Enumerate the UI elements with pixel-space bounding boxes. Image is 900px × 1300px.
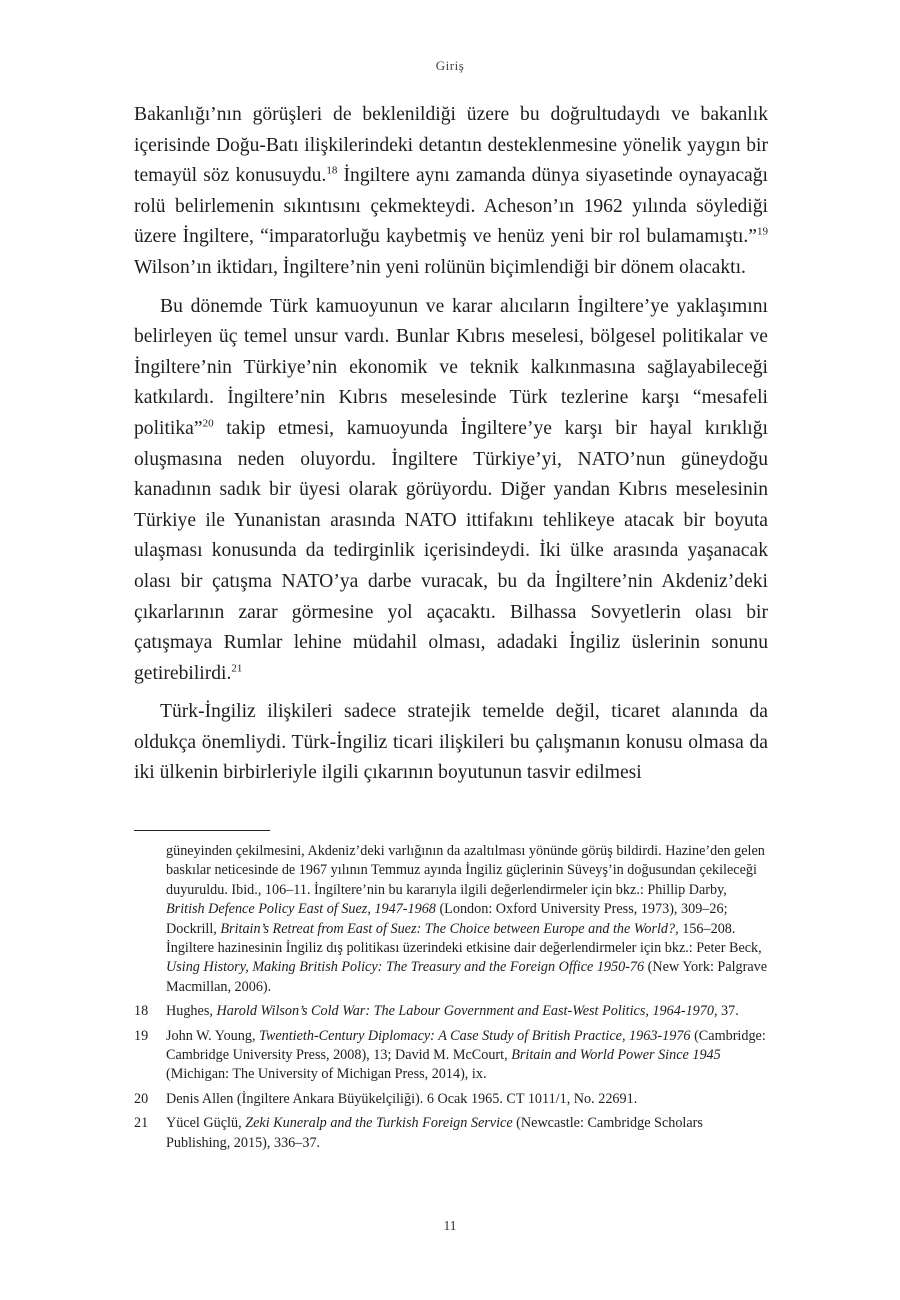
fn-cont-text-b: (London: Oxford University Press, 1973), 309–26; Dockrill, — [166, 901, 728, 937]
p2-text-a: Bu dönemde Türk kamuoyunun ve karar alıcıların İngiltere’ye yaklaşımını belirleyen üç temel unsur vardı. Bunlar Kıbrıs meselesi, bölgesel politikalar ve İngiltere’nin Türkiye’nin ekonomik ve teknik kalkınmasına sağlayabileceği katkılardı. İngiltere’nin Kıbrıs meselesinde Türk tezlerine karşı “mesafeli politika” — [134, 295, 768, 439]
footnote-21 — [134, 1114, 768, 1153]
footnote-ref-18[interactable]: 18 — [326, 164, 338, 177]
fn-cont-title-3: Using History, Making British Policy: The Treasury and the Foreign Office 1950-76 — [166, 959, 645, 976]
fn18-text-a: Hughes, — [166, 1003, 217, 1020]
fn19-title-2: Britain and World Power Since 1945 — [511, 1047, 721, 1064]
fn21-text-b: (Newcastle: Cambridge Scholars Publishing, 2015), 336–37. — [166, 1115, 703, 1151]
paragraph-2 — [134, 292, 768, 690]
fn-cont-text-c: , 156–208. İngiltere hazinesinin İngiliz dış politikası üzerindeki etkisine dair değerlendirmeler için bkz.: Peter Beck, — [166, 920, 762, 957]
footnote-number: 21 — [134, 1115, 149, 1132]
footnote-number: 19 — [134, 1027, 149, 1044]
paragraph-1 — [134, 100, 768, 284]
fn-cont-title-1: British Defence Policy East of Suez, 1947-1968 — [166, 901, 436, 918]
p1-text-c: Wilson’ın iktidarı, İngiltere’nin yeni rolünün biçimlendiği bir dönem olacaktı. — [134, 256, 746, 278]
footnote-ref-21[interactable]: 21 — [231, 662, 243, 675]
footnote-text — [166, 1114, 768, 1153]
footnote-text — [166, 1002, 768, 1021]
fn-cont-text-a: güneyinden çekilmesini, Akdeniz’deki varlığının da azaltılması yönünde görüş bildirdi. Hazine’den gelen baskılar neticesinde de 1967 yılının Temmuz ayında İngiliz güçlerinin Süveyş’in doğusundan çekileceği duyuruldu. Ibid., 106–11. İngiltere’nin bu kararıyla ilgili değerlendirmeler için bkz.: Phillip Darby, — [166, 843, 765, 898]
fn19-text-a: John W. Young, — [166, 1027, 260, 1044]
fn19-text-b: (Cambridge: Cambridge University Press, 2008), 13; David M. McCourt, — [166, 1027, 766, 1064]
fn19-title-1: Twentieth-Century Diplomacy: A Case Study of British Practice, 1963-1976 — [259, 1027, 691, 1044]
footnote-19 — [134, 1027, 768, 1085]
footnote-17-continuation — [134, 842, 768, 997]
footnote-ref-19[interactable]: 19 — [757, 225, 768, 238]
p2-text-b: takip etmesi, kamuoyunda İngiltere’ye karşı bir hayal kırıklığı oluşmasına neden oluyordu. İngiltere Türkiye’yi, NATO’nun güneydoğu kanadının sadık bir üyesi olarak görüyordu. Diğer yandan Kıbrıs meselesinin Türkiye ile Yunanistan arasında NATO ittifakını tehlikeye atacak bir boyuta ulaşması konusunda da tedirginlik içerisindeydi. İki ülke arasında yaşanacak olası bir çatışma NATO’ya darbe vuracak, bu da İngiltere’nin Akdeniz’deki çıkarlarının zarar görmesine yol açacaktı. Bilhassa Sovyetlerin olası bir çatışmaya Rumlar lehine müdahil olması, adadaki İngiliz üslerinin sonunu getirebilirdi. — [134, 417, 768, 684]
footnotes — [134, 842, 768, 1158]
p1-text-a: Bakanlığı’nın görüşleri de beklenildiği üzere bu doğrultudaydı ve bakanlık içerisinde Doğu-Batı ilişkilerindeki detantın desteklenmesine yönelik yaygın bir temayül söz konusuydu. — [134, 104, 768, 187]
p1-text-b: İngiltere aynı zamanda dünya siyasetinde oynayacağı rolü belirlemenin sıkıntısını çekmekteydi. Acheson’ın 1962 yılında söylediği üzere İngiltere, “imparatorluğu kaybetmiş ve henüz yeni bir rol bulamamıştı.” — [134, 165, 768, 248]
body-text — [134, 100, 768, 797]
footnote-number: 18 — [134, 1003, 149, 1020]
running-header: Giriş — [435, 58, 465, 73]
paragraph-3: Türk-İngiliz ilişkileri sadece stratejik temelde değil, ticaret alanında da oldukça önemliydi. Türk-İngiliz ticari ilişkileri bu çalışmanın konusu olmasa da iki ülkenin birbirleriyle ilgili çıkarının boyutunun tasvir edilmesi — [134, 701, 768, 784]
footnote-number: 20 — [134, 1090, 149, 1107]
footnote-ref-20[interactable]: 20 — [202, 417, 214, 430]
footnote-20 — [134, 1090, 768, 1109]
fn19-text-c: (Michigan: The University of Michigan Press, 2014), ix. — [166, 1066, 487, 1083]
footnote-text: Denis Allen (İngiltere Ankara Büyükelçiliği). 6 Ocak 1965. CT 1011/1, No. 22691. — [166, 1090, 638, 1107]
fn18-text-b: , 37. — [713, 1003, 739, 1020]
fn21-text-a: Yücel Güçlü, — [166, 1115, 246, 1132]
footnote-18 — [134, 1002, 768, 1021]
fn21-title: Zeki Kuneralp and the Turkish Foreign Service — [245, 1115, 513, 1132]
fn18-title: Harold Wilson’s Cold War: The Labour Government and East-West Politics, 1964-1970 — [216, 1003, 714, 1020]
fn-cont-text-d: (New York: Palgrave Macmillan, 2006). — [166, 959, 768, 995]
fn-cont-title-2: Britain’s Retreat from East of Suez: The Choice between Europe and the World? — [220, 920, 676, 937]
footnote-text — [166, 1027, 768, 1085]
page-number: 11 — [443, 1218, 457, 1233]
footnote-separator — [134, 830, 270, 831]
